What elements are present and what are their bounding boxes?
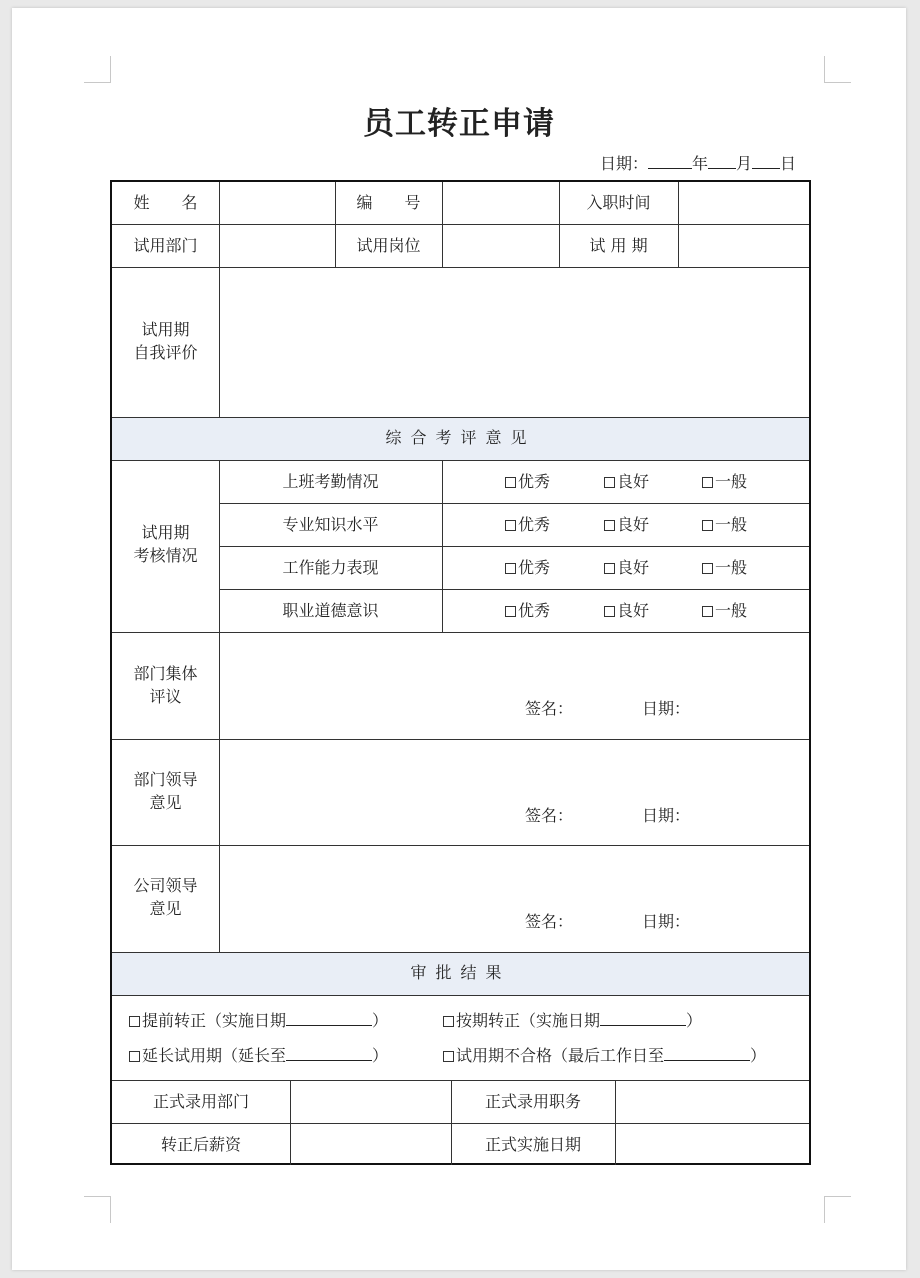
assessment-item-knowledge: 专业知识水平 — [282, 515, 379, 534]
option-good[interactable]: 良好 — [604, 515, 649, 535]
trial-post-label: 试用岗位 — [356, 236, 421, 255]
review-header: 综合考评意见 — [385, 428, 536, 447]
self-eval-field[interactable] — [220, 268, 809, 416]
sign-label: 签名： — [525, 806, 574, 825]
month-blank[interactable] — [708, 153, 736, 169]
checkbox-icon[interactable] — [505, 477, 516, 488]
page-title: 员工转正申请 — [363, 106, 555, 142]
option-extend-trial[interactable]: 延长试用期（延长至 ） — [129, 1045, 388, 1066]
official-position-label: 正式录用职务 — [484, 1092, 581, 1111]
option-good[interactable]: 良好 — [604, 601, 649, 621]
date-line — [600, 151, 796, 174]
trial-dept-field[interactable] — [220, 225, 334, 266]
checkbox-icon[interactable] — [443, 1051, 454, 1062]
option-average[interactable]: 一般 — [702, 515, 747, 535]
option-average[interactable]: 一般 — [702, 558, 747, 578]
assessment-item-attendance: 上班考勤情况 — [282, 472, 379, 491]
checkbox-icon[interactable] — [604, 606, 615, 617]
checkbox-icon[interactable] — [443, 1016, 454, 1027]
option-excellent[interactable]: 优秀 — [505, 472, 550, 492]
checkbox-icon[interactable] — [129, 1016, 140, 1027]
checkbox-icon[interactable] — [505, 563, 516, 574]
crop-mark — [824, 56, 851, 83]
effective-date-label: 正式实施日期 — [484, 1135, 581, 1154]
crop-mark — [84, 1196, 111, 1223]
assessment-label-line1: 试用期 — [141, 523, 190, 542]
option-average[interactable]: 一般 — [702, 601, 747, 621]
official-dept-field[interactable] — [291, 1081, 450, 1122]
date-label: 日期： — [642, 806, 691, 825]
checkbox-icon[interactable] — [505, 606, 516, 617]
crop-mark — [824, 1196, 851, 1223]
trial-post-field[interactable] — [443, 225, 558, 266]
month-label: 月 — [736, 154, 753, 173]
option-good[interactable]: 良好 — [604, 558, 649, 578]
option-early-regularization[interactable]: 提前转正（实施日期 ） — [129, 1010, 388, 1031]
early-date-blank[interactable] — [286, 1010, 372, 1026]
number-label: 编 号 — [356, 193, 421, 212]
year-blank[interactable] — [648, 153, 692, 169]
crop-mark — [84, 56, 111, 83]
sign-label: 签名： — [525, 912, 574, 931]
self-eval-label-line1: 试用期 — [141, 320, 190, 339]
date-label: 日期： — [642, 912, 691, 931]
dept-leader-label-line2: 意见 — [149, 793, 182, 812]
salary-field[interactable] — [291, 1124, 450, 1163]
option-excellent[interactable]: 优秀 — [505, 515, 550, 535]
form-table — [110, 180, 811, 1165]
approval-header: 审批结果 — [410, 963, 511, 982]
checkbox-icon[interactable] — [129, 1051, 140, 1062]
year-label: 年 — [692, 154, 709, 173]
day-label: 日 — [780, 154, 797, 173]
assessment-item-ethics: 职业道德意识 — [282, 601, 379, 620]
hire-date-field[interactable] — [679, 183, 809, 223]
trial-dept-label: 试用部门 — [133, 236, 198, 255]
company-leader-label-line1: 公司领导 — [133, 876, 198, 895]
option-excellent[interactable]: 优秀 — [505, 558, 550, 578]
day-blank[interactable] — [752, 153, 780, 169]
date-label: 日期： — [600, 154, 649, 173]
hire-date-label: 入职时间 — [586, 193, 651, 212]
official-position-field[interactable] — [616, 1081, 809, 1122]
checkbox-icon[interactable] — [702, 606, 713, 617]
option-average[interactable]: 一般 — [702, 472, 747, 492]
option-good[interactable]: 良好 — [604, 472, 649, 492]
number-field[interactable] — [443, 183, 558, 223]
option-on-time-regularization[interactable]: 按期转正（实施日期 ） — [443, 1010, 702, 1031]
assessment-label-line2: 考核情况 — [133, 546, 198, 565]
extend-date-blank[interactable] — [286, 1045, 372, 1061]
dept-collective-label-line1: 部门集体 — [133, 664, 198, 683]
option-trial-failed[interactable]: 试用期不合格（最后工作日至 ） — [443, 1045, 766, 1066]
date-label: 日期： — [642, 699, 691, 718]
checkbox-icon[interactable] — [702, 477, 713, 488]
company-leader-label-line2: 意见 — [149, 899, 182, 918]
checkbox-icon[interactable] — [505, 520, 516, 531]
assessment-item-ability: 工作能力表现 — [282, 558, 379, 577]
sign-label: 签名： — [525, 699, 574, 718]
salary-label: 转正后薪资 — [160, 1135, 241, 1154]
last-workday-blank[interactable] — [664, 1045, 750, 1061]
checkbox-icon[interactable] — [702, 520, 713, 531]
checkbox-icon[interactable] — [604, 520, 615, 531]
option-excellent[interactable]: 优秀 — [505, 601, 550, 621]
checkbox-icon[interactable] — [604, 563, 615, 574]
checkbox-icon[interactable] — [604, 477, 615, 488]
self-eval-label-line2: 自我评价 — [133, 343, 198, 362]
trial-period-label: 试 用 期 — [589, 236, 648, 255]
dept-leader-label-line1: 部门领导 — [133, 770, 198, 789]
name-label: 姓 名 — [133, 193, 198, 212]
checkbox-icon[interactable] — [702, 563, 713, 574]
dept-collective-label-line2: 评议 — [149, 687, 182, 706]
official-dept-label: 正式录用部门 — [152, 1092, 249, 1111]
effective-date-field[interactable] — [616, 1124, 809, 1163]
document-page — [12, 8, 906, 1270]
on-time-date-blank[interactable] — [600, 1010, 686, 1026]
name-field[interactable] — [220, 183, 334, 223]
trial-period-field[interactable] — [679, 225, 809, 266]
